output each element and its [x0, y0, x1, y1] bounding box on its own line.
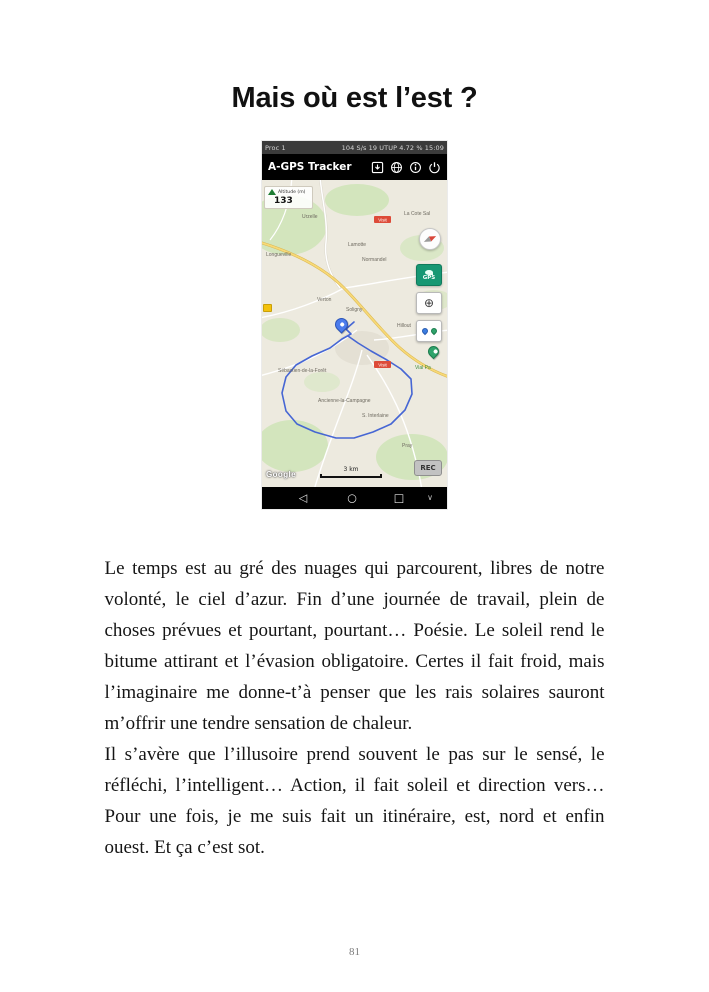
save-track-icon[interactable] — [371, 161, 384, 174]
svg-text:Hillout: Hillout — [397, 323, 411, 329]
crosshair-icon: ⊕ — [423, 296, 435, 310]
map-scale-bar — [320, 474, 382, 478]
rec-button[interactable] — [414, 460, 442, 476]
google-attribution: Google — [266, 470, 296, 479]
map-view[interactable] — [262, 180, 447, 487]
chevron-down-icon[interactable]: ∨ — [427, 493, 433, 502]
paragraph-2: Il s’avère que l’illusoire prend souvent le pas sur le sensé, le réfléchi, l’intelligent… Action, il fait soleil et direction vers… Pour une fois, je me suis fait un itinéraire, est, nord et enfin ouest. Et ça c’est sot. — [104, 744, 605, 858]
page-number: 81 — [349, 946, 360, 958]
status-left-text: Proc 1 — [265, 143, 286, 152]
info-icon[interactable] — [409, 161, 422, 174]
svg-text:Soligny: Soligny — [346, 307, 363, 313]
blue-pin-icon — [420, 327, 428, 335]
svg-text:Sébastien-de-la-Forêt: Sébastien-de-la-Forêt — [278, 368, 327, 374]
svg-text:Urzelle: Urzelle — [302, 214, 318, 220]
android-nav-bar — [262, 487, 447, 509]
map-urban-area — [335, 331, 389, 365]
map-yellow-badge — [263, 304, 272, 312]
globe-icon[interactable] — [390, 161, 403, 174]
altitude-widget — [264, 186, 313, 209]
altitude-value: 133 — [274, 196, 293, 206]
gps-button[interactable] — [416, 264, 442, 286]
body-text — [105, 553, 605, 863]
app-bar-actions — [371, 161, 441, 174]
app-title: A-GPS Tracker — [268, 161, 352, 173]
center-location-button[interactable] — [416, 292, 442, 314]
svg-text:Normandel: Normandel — [362, 257, 387, 263]
android-status-bar — [262, 141, 447, 154]
gps-button-label: GPS — [422, 274, 436, 281]
mountain-icon — [268, 189, 276, 195]
power-icon[interactable] — [428, 161, 441, 174]
svg-text:Pray: Pray — [402, 443, 413, 449]
paragraph-1: Le temps est au gré des nuages qui parcourent, libres de notre volonté, le ciel d’azur. Fin d’une journée de travail, plein de choses prévues et pourtant, pourtant… Poésie. Le soleil rend le bitume attirant et l’évasion obligatoire. Certes il fait froid, mais l’imaginaire me donne-t’à penser que les rais solaires sauront m’offrir une tendre sensation de chaleur. — [104, 558, 605, 734]
map-scale — [320, 466, 382, 478]
back-icon[interactable]: ◁ — [298, 491, 308, 505]
svg-text:Vial Pa: Vial Pa — [415, 365, 431, 371]
page-title: Mais où est l’est ? — [231, 82, 478, 114]
recents-icon[interactable]: □ — [393, 491, 405, 505]
phone-screenshot — [262, 141, 447, 509]
svg-text:Visit: Visit — [378, 217, 387, 223]
svg-text:La Cote Sal: La Cote Sal — [404, 211, 431, 217]
home-icon[interactable]: ○ — [347, 491, 357, 505]
svg-text:S. Interlaine: S. Interlaine — [362, 413, 389, 419]
svg-text:Longueville: Longueville — [266, 252, 292, 258]
green-pin-icon — [429, 327, 437, 335]
svg-text:Lamotte: Lamotte — [348, 242, 367, 248]
compass-icon[interactable] — [419, 228, 441, 250]
status-right-text: 104 S/s 19 UTUP 4.72 % 15:09 — [341, 143, 444, 152]
svg-text:Visit: Visit — [378, 362, 387, 368]
svg-text:Verton: Verton — [317, 297, 332, 303]
svg-text:Ancienne-la-Campagne: Ancienne-la-Campagne — [318, 398, 371, 404]
altitude-label: Altitude (m) — [278, 189, 306, 195]
rec-button-label: REC — [420, 464, 436, 472]
waypoints-button[interactable] — [416, 320, 442, 342]
map-scale-label: 3 km — [343, 466, 359, 473]
app-bar — [262, 154, 447, 180]
